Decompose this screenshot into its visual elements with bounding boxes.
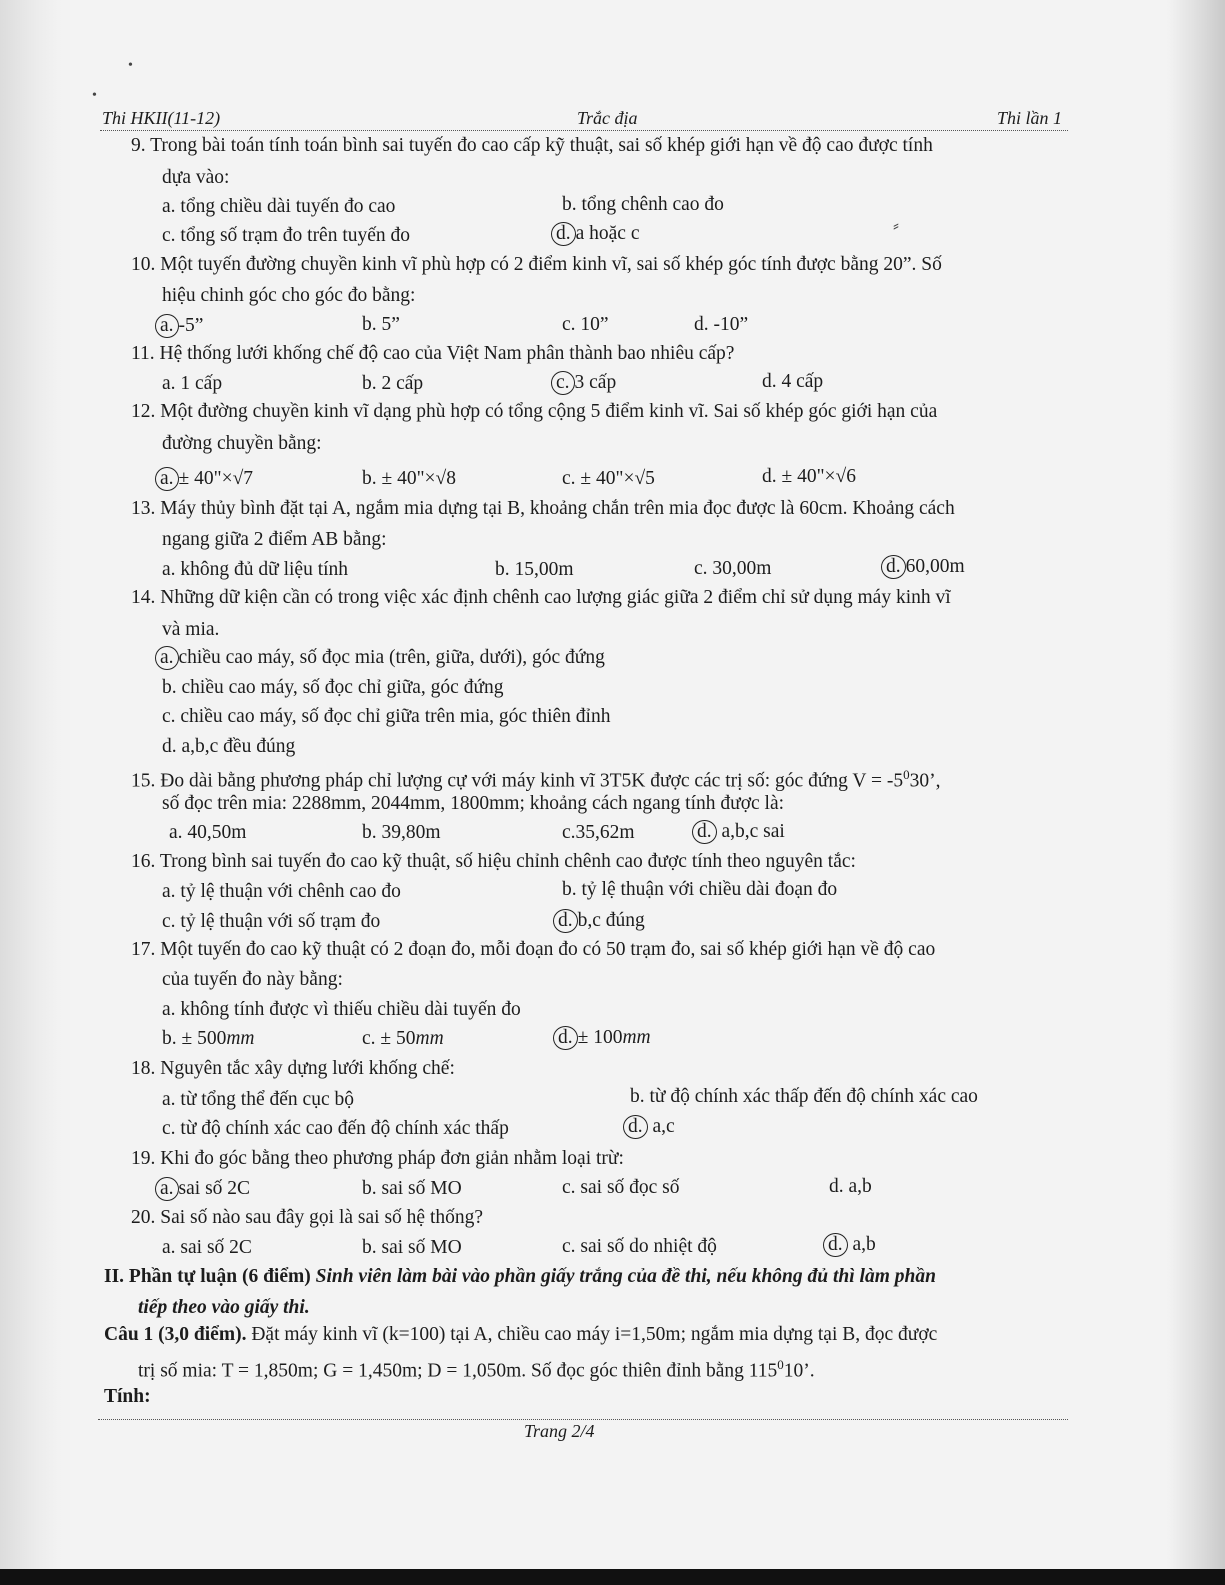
question-19-option-b: b. sai số MO <box>362 1178 462 1199</box>
question-10-option-c: c. 10” <box>562 314 609 335</box>
question-19-stem: 19. Khi đo góc bằng theo phương pháp đơn giản nhằm loại trừ: <box>131 1148 624 1169</box>
answer-circle: d. <box>553 1026 578 1050</box>
answer-circle: a. <box>155 314 179 338</box>
question-17-option-b-unit: mm <box>226 1028 255 1049</box>
header-attempt: Thi lần 1 <box>996 108 1062 128</box>
question-19-option-a <box>160 1177 250 1201</box>
scan-speck: • <box>92 88 97 103</box>
question-20-option-d-text: a,b <box>847 1234 876 1255</box>
question-11-option-d: d. 4 cấp <box>762 371 824 392</box>
question-18-stem: 18. Nguyên tắc xây dựng lưới khống chế: <box>131 1058 455 1079</box>
page-number: Trang 2/4 <box>524 1421 595 1441</box>
question-10-option-a <box>160 314 203 338</box>
question-11-option-b: b. 2 cấp <box>362 373 424 394</box>
question-9-stem: 9. Trong bài toán tính toán bình sai tuyến đo cao cấp kỹ thuật, sai số khép giới hạn về độ cao được tính <box>131 135 933 156</box>
scan-edge-bottom <box>0 1569 1225 1585</box>
question-10-option-d: d. -10” <box>694 314 749 335</box>
question-14-option-b: b. chiều cao máy, số đọc chỉ giữa, góc đứng <box>162 677 504 698</box>
question-18-option-b: b. từ độ chính xác thấp đến độ chính xác cao <box>630 1086 978 1107</box>
question-12-option-b: b. ± 40"×√8 <box>362 468 456 489</box>
essay-question-1-cont <box>138 1353 815 1384</box>
answer-circle: d. <box>823 1233 848 1257</box>
question-20-option-d <box>828 1233 876 1257</box>
question-11-option-a: a. 1 cấp <box>162 373 223 394</box>
question-16-option-b: b. tỷ lệ thuận với chiều dài đoạn đo <box>562 879 838 900</box>
part2-title: II. Phần tự luận (6 điểm) <box>104 1266 311 1287</box>
question-17-option-d-unit: mm <box>622 1027 651 1048</box>
question-16-option-c: c. tỷ lệ thuận với số trạm đo <box>162 911 381 932</box>
question-17-stem-cont: của tuyến đo này bằng: <box>162 969 343 990</box>
header-subject: Trắc địa <box>577 108 638 128</box>
question-19-option-a-text: sai số 2C <box>178 1178 251 1199</box>
question-13-option-d-text: 60,00m <box>905 556 965 577</box>
question-10-stem: 10. Một tuyến đường chuyền kinh vĩ phù hợp có 2 điểm kinh vĩ, sai số khép góc tính được bằng 20”. Số <box>131 254 942 275</box>
essay-compute-label: Tính: <box>104 1386 151 1407</box>
question-15-option-b: b. 39,80m <box>362 822 441 843</box>
question-15-option-a: a. 40,50m <box>169 822 247 843</box>
question-13-option-c: c. 30,00m <box>694 558 772 579</box>
question-12-option-d: d. ± 40"×√6 <box>762 466 856 487</box>
question-14-option-c: c. chiều cao máy, số đọc chỉ giữa trên mia, góc thiên đỉnh <box>162 706 611 727</box>
question-13-option-b: b. 15,00m <box>495 559 574 580</box>
question-10-option-b: b. 5” <box>362 314 400 335</box>
scan-speck: • <box>128 58 133 73</box>
question-20-stem: 20. Sai số nào sau đây gọi là sai số hệ thống? <box>131 1207 484 1228</box>
question-19-option-c: c. sai số đọc số <box>562 1177 680 1198</box>
question-9-option-b: b. tổng chênh cao đo <box>562 194 724 215</box>
question-13-stem: 13. Máy thủy bình đặt tại A, ngắm mia dựng tại B, khoảng chắn trên mia đọc được là 60cm. Khoảng cách <box>131 498 955 519</box>
question-10-option-a-text: -5” <box>178 315 204 336</box>
question-9-option-d <box>556 222 640 246</box>
question-9-option-c: c. tổng số trạm đo trên tuyến đo <box>162 225 411 246</box>
question-9-option-d-text: a hoặc c <box>575 223 640 244</box>
question-12-option-a <box>160 467 253 491</box>
question-20-option-a: a. sai số 2C <box>162 1237 252 1258</box>
question-20-option-c: c. sai số do nhiệt độ <box>562 1236 717 1257</box>
question-15-option-d-text: a,b,c sai <box>716 821 785 842</box>
question-13-option-a: a. không đủ dữ liệu tính <box>162 559 349 580</box>
part2-instruction-cont: tiếp theo vào giấy thi. <box>138 1297 310 1318</box>
essay-question-1-text-cont: trị số mia: T = 1,850m; G = 1,450m; D = 1,050m. Số đọc góc thiên đỉnh bằng 115 <box>138 1360 778 1382</box>
question-16-option-d-text: b,c đúng <box>577 910 645 931</box>
question-15-stem-cont: số đọc trên mia: 2288mm, 2044mm, 1800mm; khoảng cách ngang tính được là: <box>162 793 785 814</box>
question-17-option-d <box>558 1026 651 1050</box>
answer-circle: d. <box>553 909 578 933</box>
answer-circle: d. <box>881 555 906 579</box>
answer-circle: d. <box>623 1115 648 1139</box>
essay-question-1 <box>104 1323 937 1347</box>
scan-shadow-right <box>1167 0 1225 1585</box>
question-16-option-d <box>558 909 645 933</box>
answer-circle: d. <box>551 222 576 246</box>
answer-circle: a. <box>155 1177 179 1201</box>
question-20-option-b: b. sai số MO <box>362 1237 462 1258</box>
question-12-option-c: c. ± 40"×√5 <box>562 468 655 489</box>
question-12-stem-cont: đường chuyền bằng: <box>162 433 322 454</box>
question-16-option-a: a. tỷ lệ thuận với chênh cao đo <box>162 881 401 902</box>
question-13-stem-cont: ngang giữa 2 điểm AB bằng: <box>162 529 387 550</box>
header-exam: Thi HKII(11-12) <box>102 108 221 128</box>
question-14-option-a-text: chiều cao máy, số đọc mia (trên, giữa, dưới), góc đứng <box>178 647 605 668</box>
question-12-option-a-text: ± 40"×√7 <box>178 468 254 489</box>
answer-circle: c. <box>551 371 575 395</box>
question-11-option-c <box>556 371 616 395</box>
question-18-option-d-text: a,c <box>647 1116 675 1137</box>
essay-question-1-text: Đặt máy kinh vĩ (k=100) tại A, chiều cao máy i=1,50m; ngắm mia dựng tại B, đọc được <box>246 1324 938 1345</box>
question-11-stem: 11. Hệ thống lưới khống chế độ cao của Việt Nam phân thành bao nhiêu cấp? <box>131 343 735 364</box>
question-14-stem: 14. Những dữ kiện cần có trong việc xác định chênh cao lượng giác giữa 2 điểm chỉ sử dụng máy kinh vĩ <box>131 587 951 608</box>
part2-heading <box>104 1265 936 1289</box>
essay-question-1-label: Câu 1 (3,0 điểm). <box>104 1324 247 1345</box>
answer-circle: a. <box>155 646 179 670</box>
question-10-stem-cont: hiệu chinh góc cho góc đo bằng: <box>162 285 416 306</box>
question-17-option-c-value: c. ± 50 <box>362 1028 416 1049</box>
question-17-option-a: a. không tính được vì thiếu chiều dài tuyến đo <box>162 999 521 1020</box>
question-17-option-c <box>362 1027 444 1051</box>
question-18-option-c: c. từ độ chính xác cao đến độ chính xác thấp <box>162 1118 509 1139</box>
question-14-stem-cont: và mia. <box>162 619 220 640</box>
question-17-option-d-value: ± 100 <box>577 1027 623 1048</box>
question-14-option-d: d. a,b,c đều đúng <box>162 736 296 757</box>
pen-mark-icon: ⸗ <box>893 215 899 235</box>
question-16-stem: 16. Trong bình sai tuyến đo cao kỹ thuật, số hiệu chỉnh chênh cao được tính theo nguyên tắc: <box>131 851 856 872</box>
question-18-option-a: a. từ tổng thể đến cục bộ <box>162 1089 354 1110</box>
essay-question-1-minutes: 10’. <box>783 1360 815 1382</box>
question-17-option-b <box>162 1027 255 1051</box>
degree-superscript: 0 <box>777 1357 784 1372</box>
question-15-option-c: c.35,62m <box>562 822 635 843</box>
question-11-option-c-text: 3 cấp <box>574 372 617 393</box>
question-17-option-b-value: b. ± 500 <box>162 1028 227 1049</box>
page-header <box>100 106 1068 131</box>
degree-superscript: 0 <box>903 767 910 782</box>
question-15-option-d <box>697 820 785 844</box>
question-9-stem-cont: dựa vào: <box>162 167 230 188</box>
question-14-option-a <box>160 646 605 670</box>
question-12-stem: 12. Một đường chuyền kinh vĩ dạng phù hợp có tổng cộng 5 điểm kinh vĩ. Sai số khép góc giới hạn của <box>131 401 938 422</box>
answer-circle: a. <box>155 467 179 491</box>
question-9-option-a: a. tổng chiều dài tuyến đo cao <box>162 196 396 217</box>
question-18-option-d <box>628 1115 675 1139</box>
question-17-stem: 17. Một tuyến đo cao kỹ thuật có 2 đoạn đo, mỗi đoạn đo có 50 trạm đo, sai số khép giới hạn về độ cao <box>131 939 936 960</box>
question-15-stem-minutes: 30’, <box>909 770 941 792</box>
footer-divider <box>98 1419 1068 1420</box>
answer-circle: d. <box>692 820 717 844</box>
question-19-option-d: d. a,b <box>829 1176 872 1197</box>
part2-instruction: Sinh viên làm bài vào phần giấy trắng của đề thi, nếu không đủ thì làm phần <box>310 1266 936 1287</box>
question-13-option-d <box>886 555 965 579</box>
scan-shadow-left <box>0 0 62 1585</box>
question-17-option-c-unit: mm <box>415 1028 444 1049</box>
question-15-stem <box>131 763 941 794</box>
question-15-stem-text: 15. Đo dài bằng phương pháp chỉ lượng cự với máy kinh vĩ 3T5K được các trị số: góc đứng V = -5 <box>131 770 904 792</box>
